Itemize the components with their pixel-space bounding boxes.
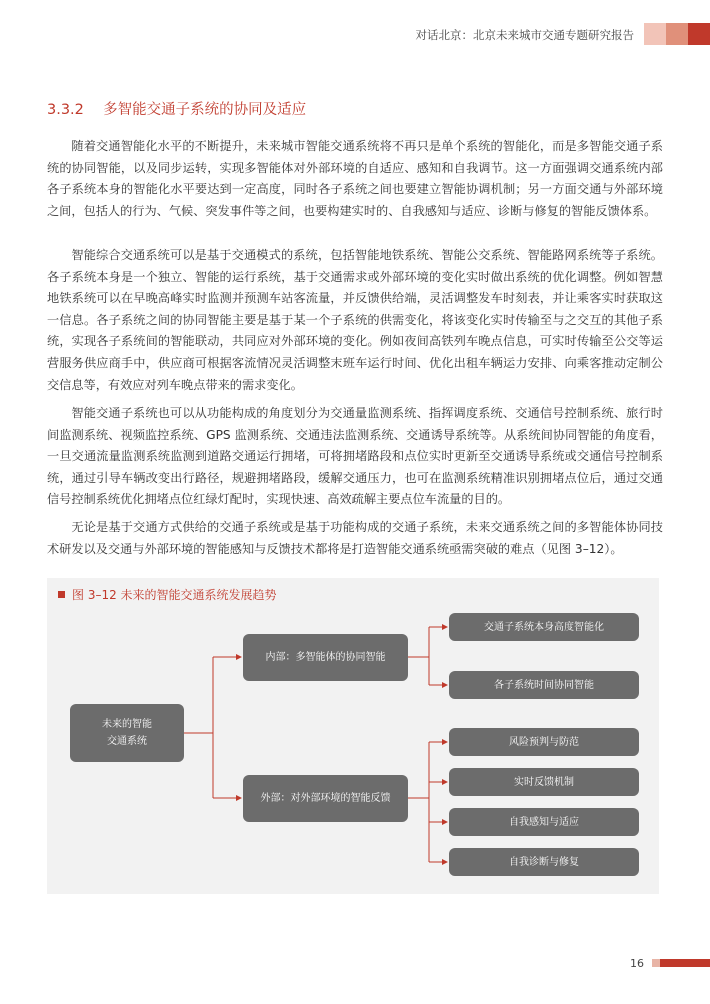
internal-item-2-label: 各子系统时间协同智能 [494,679,594,691]
footer-bar-light [652,959,660,967]
section-number: 3.3.2 [47,102,84,118]
figure-3-12 [47,578,659,894]
external-item-2 [449,768,639,796]
external-item-3-label: 自我感知与适应 [509,816,579,828]
paragraph-1: 随着交通智能化水平的不断提升，未来城市智能交通系统将不再只是单个系统的智能化，而是多智能交通子系统的协同智能，以及同步运转，实现多智能体对外部环境的自适应、感知和自我调节。这一方面强调交通系统内部各子系统本身的智能化水平要达到一定高度，同时各子系统之间也要建立智能协调机制；另一方面交通与外部环境之间，包括人的行为、气候、突发事件等之间，也要构建实时的、自我感知与适应、诊断与修复的智能反馈体系。 [47,139,663,218]
internal-node [243,634,408,681]
external-node [243,775,408,822]
footer-color-bar [652,959,710,967]
header-title: 对话北京：北京未来城市交通专题研究报告 [415,28,634,42]
root-node-line-1: 未来的智能 [102,719,152,730]
header-bar-light [644,23,666,45]
root-node-line-2: 交通系统 [107,736,147,747]
paragraph-4: 无论是基于交通方式供给的交通子系统或是基于功能构成的交通子系统，未来交通系统之间的多智能体协同技术研发以及交通与外部环境的智能感知与反馈技术都将是打造智能交通系统亟需突破的难点（见图 3–12）。 [47,520,663,556]
header-bar-dark [688,23,710,45]
external-item-3 [449,808,639,836]
external-item-1-label: 风险预判与防范 [509,736,579,748]
paragraph-3: 智能交通子系统也可以从功能构成的角度划分为交通量监测系统、指挥调度系统、交通信号控制系统、旅行时间监测系统、视频监控系统、GPS 监测系统、交通违法监测系统、交通诱导系统等。从系统间协同智能的角度看，一旦交通流量监测系统监测到道路交通运行拥堵，可将拥堵路段和点位实时更新至交通诱导系统或交通信号控制系统，通过引导车辆改变出行路径，规避拥堵路段，缓解交通压力，也可在监测系统精准识别拥堵点位后，通过交通信号控制系统优化拥堵点位红绿灯配时，实现快速、高效疏解主要点位车流量的目的。 [47,406,663,507]
header-bar-mid [666,23,688,45]
external-item-4-label: 自我诊断与修复 [509,856,579,868]
paragraph-2: 智能综合交通系统可以是基于交通模式的系统，包括智能地铁系统、智能公交系统、智能路网系统等子系统。各子系统本身是一个独立、智能的运行系统，基于交通需求或外部环境的变化实时做出系统的优化调整。例如智慧地铁系统可以在早晚高峰实时监测并预测车站客流量，并反馈供给端，灵活调整发车时刻表，并让乘客实时获取这一信息。各子系统之间的协同智能主要是基于某一个子系统的供需变化，将该变化实时传输至与之交互的其他子系统，实现各子系统间的智能联动，共同应对外部环境的变化。例如夜间高铁列车晚点信息，可实时传输至公交等运营服务供应商手中，供应商可根据客流情况灵活调整末班车运行时间、优化出租车辆运力安排、向乘客推动定制公交信息等，有效应对列车晚点带来的需求变化。 [47,248,663,392]
external-item-4 [449,848,639,876]
external-node-label: 外部：对外部环境的智能反馈 [260,793,391,804]
page-number: 16 [630,957,644,970]
footer-bar-dark [660,959,710,967]
figure-title-text: 图 3–12 未来的智能交通系统发展趋势 [72,588,277,602]
external-item-2-label: 实时反馈机制 [514,776,574,788]
header-color-bars [644,23,710,45]
section-title [47,98,306,119]
internal-item-2 [449,671,639,699]
root-node [70,704,184,762]
internal-item-1 [449,613,639,641]
external-item-1 [449,728,639,756]
internal-item-1-label: 交通子系统本身高度智能化 [484,621,604,633]
section-heading: 多智能交通子系统的协同及适应 [103,102,307,118]
internal-node-label: 内部：多智能体的协同智能 [265,652,386,663]
